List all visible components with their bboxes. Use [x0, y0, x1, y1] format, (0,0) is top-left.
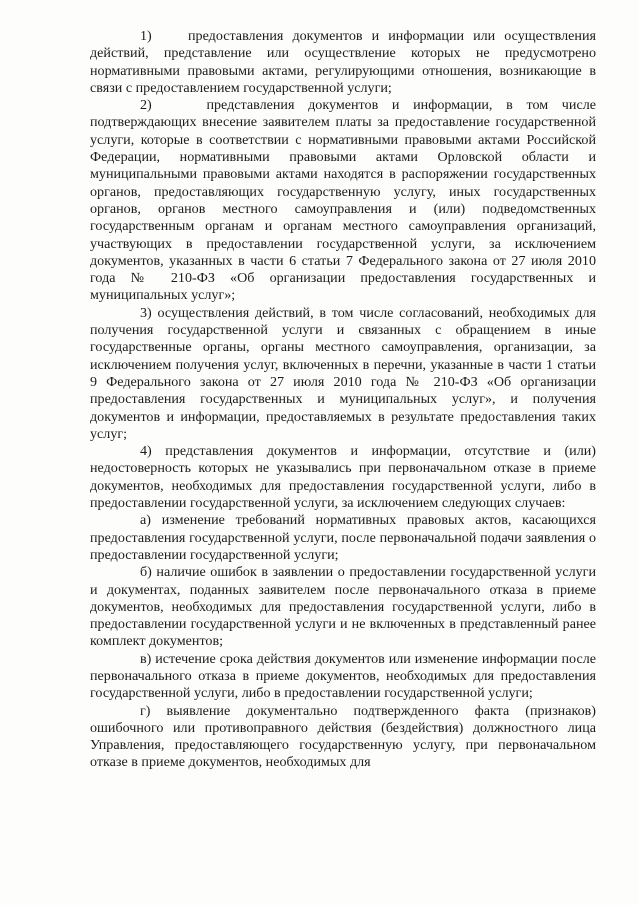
paragraph-item-4: 4) представления документов и информации, отсутствие и (или) недостоверность которых не указывались при первоначальном отказе в приеме документов, необходимых для предоставления государственной услуги, либо в предоставлении государственной услуги, за исключением следующих случаев:	[90, 443, 596, 512]
subitem-g: г) выявление документально подтвержденного факта (признаков) ошибочного или противоправного действия (бездействия) должностного лица Управления, предоставляющего государственную услугу, при первоначальном отказе в приеме документов, необходимых для	[90, 702, 596, 771]
document-body	[90, 28, 596, 772]
subitem-b: б) наличие ошибок в заявлении о предоставлении государственной услуги и документах, поданных заявителем после первоначального отказа в приеме документов, необходимых для предоставления государственной услуги, либо в предоставлении государственной услуги и не включенных в представленный ранее комплект документов;	[90, 564, 596, 650]
paragraph-item-3: 3) осуществления действий, в том числе согласований, необходимых для получения государственной услуги и связанных с обращением в иные государственные органы, органы местного самоуправления, организации, за исключением получения услуг, включенных в перечни, указанные в части 1 статьи 9 Федерального закона от 27 июля 2010 года № 210-ФЗ «Об организации предоставления государственных и муниципальных услуг», и получения документов и информации, предоставляемых в результате предоставления таких услуг;	[90, 304, 596, 442]
subitem-a: а) изменение требований нормативных правовых актов, касающихся предоставления государственной услуги, после первоначальной подачи заявления о предоставлении государственной услуги;	[90, 512, 596, 563]
paragraph-item-1: 1) предоставления документов и информации или осуществления действий, представление или осуществление которых не предусмотрено нормативными правовыми актами, регулирующими отношения, возникающие в связи с предоставлением государственной услуги;	[90, 28, 596, 96]
subitem-v: в) истечение срока действия документов или изменение информации после первоначального отказа в приеме документов, необходимых для предоставления государственной услуги, либо в предоставлении государственной услуги;	[90, 650, 596, 702]
paragraph-item-2: 2) представления документов и информации, в том числе подтверждающих внесение заявителем платы за предоставление государственной услуги, которые в соответствии с нормативными правовыми актами Российской Федерации, нормативными правовыми актами Орловской области и муниципальными правовыми актами находятся в распоряжении государственных органов, предоставляющих государственную услугу, иных государственных органов, органов местного самоуправления и (или) подведомственных государственным органам и органам местного самоуправления организаций, участвующих в предоставлении государственной услуги, за исключением документов, указанных в части 6 статьи 7 Федерального закона от 27 июля 2010 года № 210-ФЗ «Об организации предоставления государственных и муниципальных услуг»;	[90, 97, 596, 304]
